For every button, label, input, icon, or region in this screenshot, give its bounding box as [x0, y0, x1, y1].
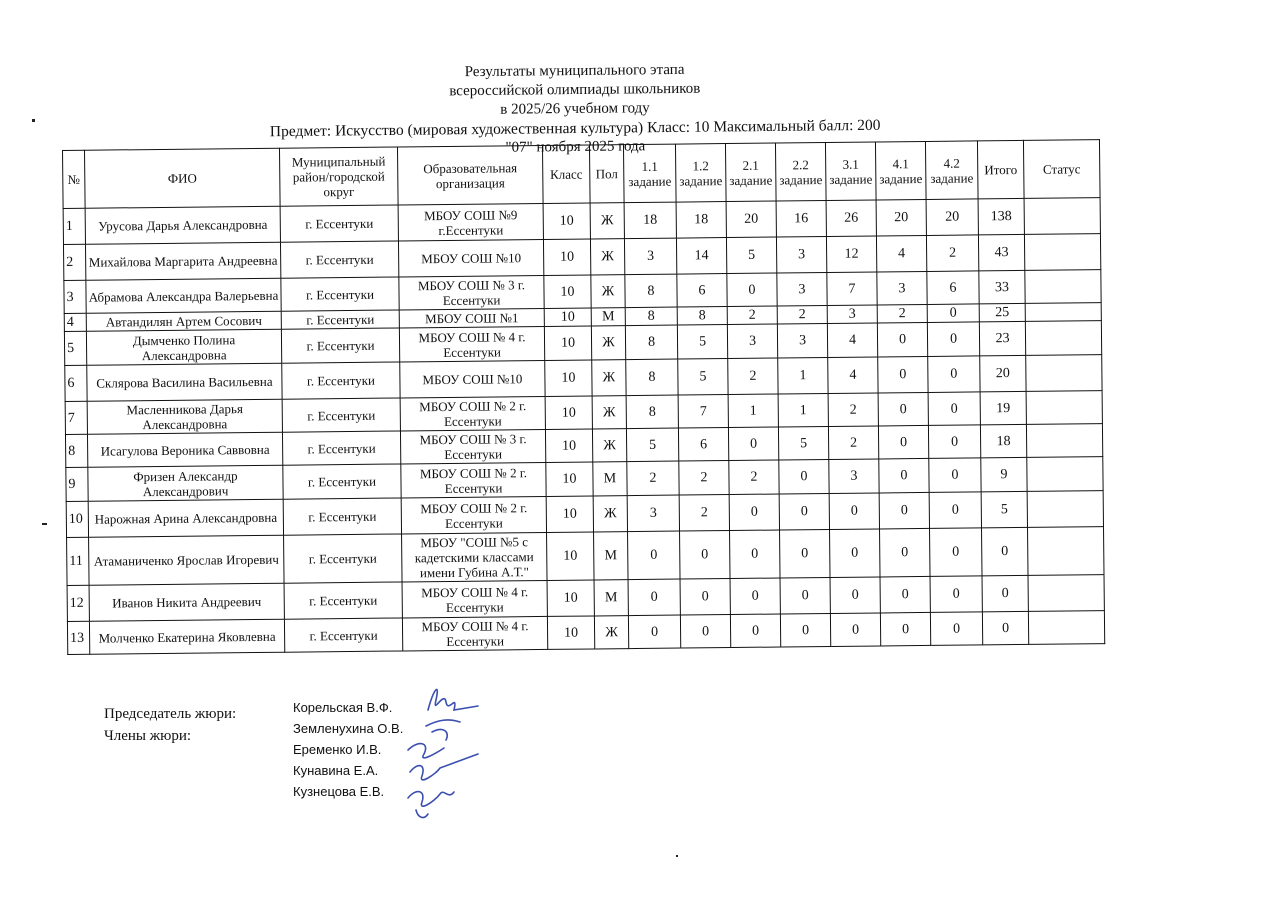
district-cell: г. Ессентуки [284, 582, 402, 619]
sex-cell: М [591, 308, 625, 326]
score-cell: 0 [929, 492, 981, 529]
col-task-2-2: 2.2 задание [775, 143, 826, 202]
score-cell: 5 [726, 237, 776, 274]
col-task-4-2: 4.2 задание [925, 141, 978, 200]
score-cell: 0 [780, 529, 830, 578]
col-grade: Класс [542, 145, 590, 203]
score-cell: 8 [626, 359, 678, 396]
fio-cell: Нарожная Арина Александровна [88, 499, 283, 537]
score-cell: 0 [779, 459, 829, 494]
row-number-cell: 7 [65, 401, 87, 434]
district-cell: г. Ессентуки [282, 362, 400, 399]
score-cell: 3 [624, 238, 676, 275]
status-cell [1026, 424, 1102, 458]
jury-labels [104, 703, 236, 747]
score-cell: 0 [928, 356, 980, 393]
total-cell: 0 [982, 575, 1028, 611]
org-cell: МБОУ СОШ №9 г.Ессентуки [398, 203, 543, 241]
table-body [63, 198, 1105, 655]
score-cell: 0 [780, 577, 830, 614]
sex-cell: Ж [591, 275, 625, 308]
org-cell: МБОУ СОШ №10 [400, 360, 545, 398]
sex-cell: М [594, 532, 629, 580]
district-cell: г. Ессентуки [282, 431, 400, 465]
status-cell [1024, 198, 1100, 235]
row-number-cell: 10 [66, 501, 88, 537]
results-table-wrap [62, 139, 1105, 655]
status-cell [1028, 527, 1104, 576]
score-cell: 2 [828, 393, 878, 427]
col-org: Образовательная организация [397, 145, 543, 205]
jury-chair-label: Председатель жюри: [104, 706, 237, 722]
fio-cell: Михайлова Маргарита Андреевна [85, 242, 280, 280]
score-cell: 14 [676, 238, 726, 275]
score-cell: 2 [729, 460, 779, 495]
col-sex: Пол [589, 145, 624, 203]
score-cell: 2 [679, 495, 729, 532]
col-task-4-1: 4.1 задание [875, 141, 926, 200]
score-cell: 20 [926, 199, 978, 236]
fio-cell: Исагулова Вероника Саввовна [87, 432, 282, 467]
table-header-row [63, 140, 1101, 209]
district-cell: г. Ессентуки [280, 241, 398, 278]
score-cell: 7 [827, 272, 877, 306]
fio-cell: Абрамова Александра Валерьевна [86, 278, 281, 313]
total-cell: 5 [981, 491, 1027, 527]
total-cell: 33 [979, 270, 1025, 303]
fio-cell: Урусова Дарья Александровна [85, 206, 280, 244]
col-task-1-1: 1.1 задание [623, 144, 676, 203]
score-cell: 6 [927, 271, 979, 305]
score-cell: 0 [730, 578, 780, 615]
results-table [62, 139, 1105, 655]
score-cell: 4 [876, 235, 926, 272]
col-task-1-2: 1.2 задание [675, 144, 726, 203]
score-cell: 18 [624, 202, 676, 239]
score-cell: 5 [678, 359, 728, 396]
score-cell: 3 [727, 324, 777, 359]
score-cell: 0 [880, 576, 930, 613]
total-cell: 25 [979, 303, 1025, 321]
sex-cell: Ж [592, 396, 626, 429]
grade-cell: 10 [544, 308, 591, 326]
score-cell: 3 [827, 305, 877, 324]
score-cell: 0 [930, 528, 982, 577]
score-cell: 2 [877, 304, 927, 323]
score-cell: 0 [730, 614, 780, 648]
score-cell: 2 [777, 305, 827, 324]
grade-cell: 10 [544, 326, 591, 360]
row-number-cell: 3 [64, 280, 86, 313]
org-cell: МБОУ СОШ № 2 г. Ессентуки [400, 396, 545, 431]
district-cell: г. Ессентуки [283, 464, 401, 499]
district-cell: г. Ессентуки [284, 618, 402, 652]
fio-cell: Склярова Василина Васильевна [87, 363, 282, 401]
score-cell: 1 [728, 394, 778, 428]
score-cell: 4 [828, 357, 878, 394]
total-cell: 138 [978, 198, 1024, 234]
row-number-cell: 1 [63, 208, 85, 244]
score-cell: 2 [728, 358, 778, 395]
score-cell: 8 [625, 307, 677, 326]
district-cell: г. Ессентуки [283, 498, 401, 535]
score-cell: 0 [928, 425, 980, 459]
sex-cell: Ж [594, 616, 628, 649]
score-cell: 0 [880, 528, 930, 577]
jury-member: Еременко И.В. [293, 742, 382, 757]
sex-cell: Ж [593, 496, 627, 532]
score-cell: 2 [627, 461, 679, 496]
fio-cell: Фризен Александр Александрович [88, 465, 283, 501]
row-number-cell: 4 [64, 313, 86, 331]
score-cell: 3 [829, 459, 879, 494]
grade-cell: 10 [545, 429, 592, 462]
grade-cell: 10 [545, 360, 592, 396]
col-task-3-1: 3.1 задание [825, 142, 876, 201]
org-cell: МБОУ СОШ № 4 г. Ессентуки [402, 616, 547, 651]
score-cell: 6 [678, 428, 728, 462]
district-cell: г. Ессентуки [284, 534, 402, 583]
score-cell: 1 [778, 393, 828, 427]
score-cell: 3 [776, 236, 826, 273]
col-total: Итого [977, 140, 1024, 198]
org-cell: МБОУ СОШ №1 [399, 308, 544, 328]
score-cell: 3 [627, 495, 679, 532]
score-cell: 5 [626, 428, 678, 462]
status-cell [1027, 491, 1103, 528]
score-cell: 12 [826, 236, 876, 273]
org-cell: МБОУ СОШ № 4 г. Ессентуки [399, 326, 544, 362]
score-cell: 8 [625, 325, 677, 360]
status-cell [1028, 611, 1104, 645]
grade-cell: 10 [547, 532, 595, 580]
sex-cell: Ж [590, 239, 624, 275]
score-cell: 18 [676, 202, 726, 239]
grade-cell: 10 [543, 203, 590, 239]
status-cell [1025, 270, 1101, 304]
score-cell: 0 [628, 615, 680, 649]
score-cell: 0 [728, 427, 778, 461]
score-cell: 2 [828, 426, 878, 460]
signatures-graphic [388, 680, 498, 825]
score-cell: 0 [928, 392, 980, 426]
grade-cell: 10 [545, 396, 592, 429]
score-cell: 0 [830, 529, 880, 578]
district-cell: г. Ессентуки [281, 310, 399, 329]
score-cell: 3 [777, 323, 827, 358]
score-cell: 5 [677, 325, 727, 360]
score-cell: 0 [927, 322, 979, 357]
score-cell: 6 [677, 274, 727, 308]
org-cell: МБОУ СОШ № 2 г. Ессентуки [401, 496, 546, 534]
grade-cell: 10 [546, 462, 593, 496]
org-cell: МБОУ СОШ № 2 г. Ессентуки [401, 462, 546, 498]
score-cell: 8 [626, 395, 678, 429]
score-cell: 8 [677, 307, 727, 326]
score-cell: 2 [727, 306, 777, 325]
score-cell: 5 [778, 426, 828, 460]
fio-cell: Масленникова Дарья Александровна [87, 399, 282, 434]
date-line: "07" ноября 2025 года [505, 138, 646, 156]
score-cell: 0 [628, 531, 680, 580]
score-cell: 0 [878, 392, 928, 426]
row-number-cell: 2 [63, 244, 85, 280]
score-cell: 0 [680, 531, 730, 580]
status-cell [1024, 234, 1100, 271]
score-cell: 0 [779, 493, 829, 530]
jury-member: Кузнецова Е.В. [293, 784, 385, 799]
col-task-2-1: 2.1 задание [725, 143, 776, 202]
grade-cell: 10 [547, 616, 594, 649]
title-line-1: Результаты муниципального этапа [464, 61, 685, 81]
row-number-cell: 11 [67, 537, 90, 585]
row-number-cell: 13 [67, 621, 89, 654]
score-cell: 2 [926, 235, 978, 272]
org-cell: МБОУ СОШ № 4 г. Ессентуки [402, 580, 547, 618]
scan-speck [32, 119, 35, 122]
score-cell: 2 [679, 461, 729, 496]
col-status: Статус [1023, 140, 1100, 199]
grade-cell: 10 [547, 580, 594, 616]
score-cell: 0 [680, 579, 730, 616]
scan-speck [42, 523, 47, 525]
grade-cell: 10 [543, 239, 590, 275]
status-cell [1028, 575, 1104, 612]
total-cell: 43 [978, 234, 1024, 270]
score-cell: 0 [879, 492, 929, 529]
score-cell: 20 [726, 201, 776, 238]
org-cell: МБОУ СОШ №10 [398, 239, 543, 277]
jury-member: Кунавина Е.А. [293, 763, 379, 778]
score-cell: 0 [879, 458, 929, 493]
score-cell: 0 [929, 458, 981, 493]
score-cell: 0 [878, 356, 928, 393]
district-cell: г. Ессентуки [282, 398, 400, 432]
fio-cell: Атаманиченко Ярослав Игоревич [89, 535, 284, 585]
row-number-cell: 8 [65, 434, 87, 467]
score-cell: 1 [778, 357, 828, 394]
district-cell: г. Ессентуки [281, 328, 399, 363]
fio-cell: Молченко Екатерина Яковлевна [89, 619, 284, 654]
sex-cell: Ж [592, 360, 626, 396]
col-num: № [63, 150, 86, 208]
status-cell [1026, 355, 1102, 392]
sex-cell: Ж [590, 203, 624, 239]
row-number-cell: 5 [64, 331, 86, 365]
row-number-cell: 6 [65, 365, 87, 401]
score-cell: 26 [826, 200, 876, 237]
score-cell: 0 [930, 612, 982, 646]
jury-member: Земленухина О.В. [293, 721, 404, 736]
col-fio: ФИО [85, 148, 281, 208]
score-cell: 3 [877, 271, 927, 305]
subject-line: Предмет: Искусство (мировая художественная культура) Класс: 10 Максимальный балл: 200 [269, 116, 881, 141]
col-district: Муниципальный район/городской округ [279, 147, 398, 206]
score-cell: 0 [927, 304, 979, 323]
org-cell: МБОУ "СОШ №5 с кадетскими классами имени Губина А.Т." [402, 532, 547, 582]
total-cell: 9 [981, 457, 1027, 491]
score-cell: 20 [876, 199, 926, 236]
score-cell: 3 [777, 272, 827, 306]
sex-cell: М [593, 462, 627, 496]
sex-cell: Ж [592, 429, 626, 462]
score-cell: 0 [877, 322, 927, 357]
sex-cell: М [594, 580, 628, 616]
fio-cell: Дымченко Полина Александровна [86, 329, 281, 365]
status-cell [1025, 321, 1101, 356]
row-number-cell: 12 [67, 585, 89, 621]
scan-speck [676, 855, 678, 857]
grade-cell: 10 [544, 275, 591, 308]
sex-cell: Ж [591, 326, 625, 360]
status-cell [1026, 391, 1102, 425]
total-cell: 18 [980, 424, 1026, 457]
fio-cell: Автандилян Артем Сосович [86, 311, 281, 331]
score-cell: 4 [827, 323, 877, 358]
score-cell: 0 [730, 530, 780, 579]
total-cell: 0 [982, 527, 1029, 575]
score-cell: 16 [776, 201, 826, 238]
grade-cell: 10 [546, 496, 593, 532]
score-cell: 0 [829, 493, 879, 530]
district-cell: г. Ессентуки [281, 277, 399, 311]
status-cell [1025, 303, 1101, 322]
score-cell: 0 [830, 613, 880, 647]
total-cell: 19 [980, 391, 1026, 424]
total-cell: 20 [980, 355, 1026, 391]
row-number-cell: 9 [66, 467, 88, 501]
score-cell: 0 [628, 579, 680, 616]
score-cell: 0 [780, 613, 830, 647]
score-cell: 0 [680, 615, 730, 649]
title-line-3: в 2025/26 учебном году [500, 100, 650, 118]
title-line-2: всероссийской олимпиады школьников [449, 80, 701, 100]
status-cell [1027, 457, 1103, 492]
total-cell: 23 [979, 321, 1025, 355]
org-cell: МБОУ СОШ № 3 г. Ессентуки [400, 429, 545, 464]
score-cell: 0 [830, 577, 880, 614]
score-cell: 7 [678, 395, 728, 429]
score-cell: 0 [930, 576, 982, 613]
score-cell: 0 [727, 273, 777, 307]
fio-cell: Иванов Никита Андреевич [89, 583, 284, 621]
jury-members-label: Члены жюри: [104, 728, 192, 744]
score-cell: 0 [880, 612, 930, 646]
jury-member: Корельская В.Ф. [293, 700, 393, 715]
score-cell: 8 [625, 274, 677, 308]
district-cell: г. Ессентуки [280, 205, 398, 242]
score-cell: 0 [729, 494, 779, 531]
score-cell: 0 [878, 425, 928, 459]
jury-member-list [293, 697, 403, 802]
total-cell: 0 [982, 611, 1028, 644]
org-cell: МБОУ СОШ № 3 г. Ессентуки [399, 275, 544, 310]
